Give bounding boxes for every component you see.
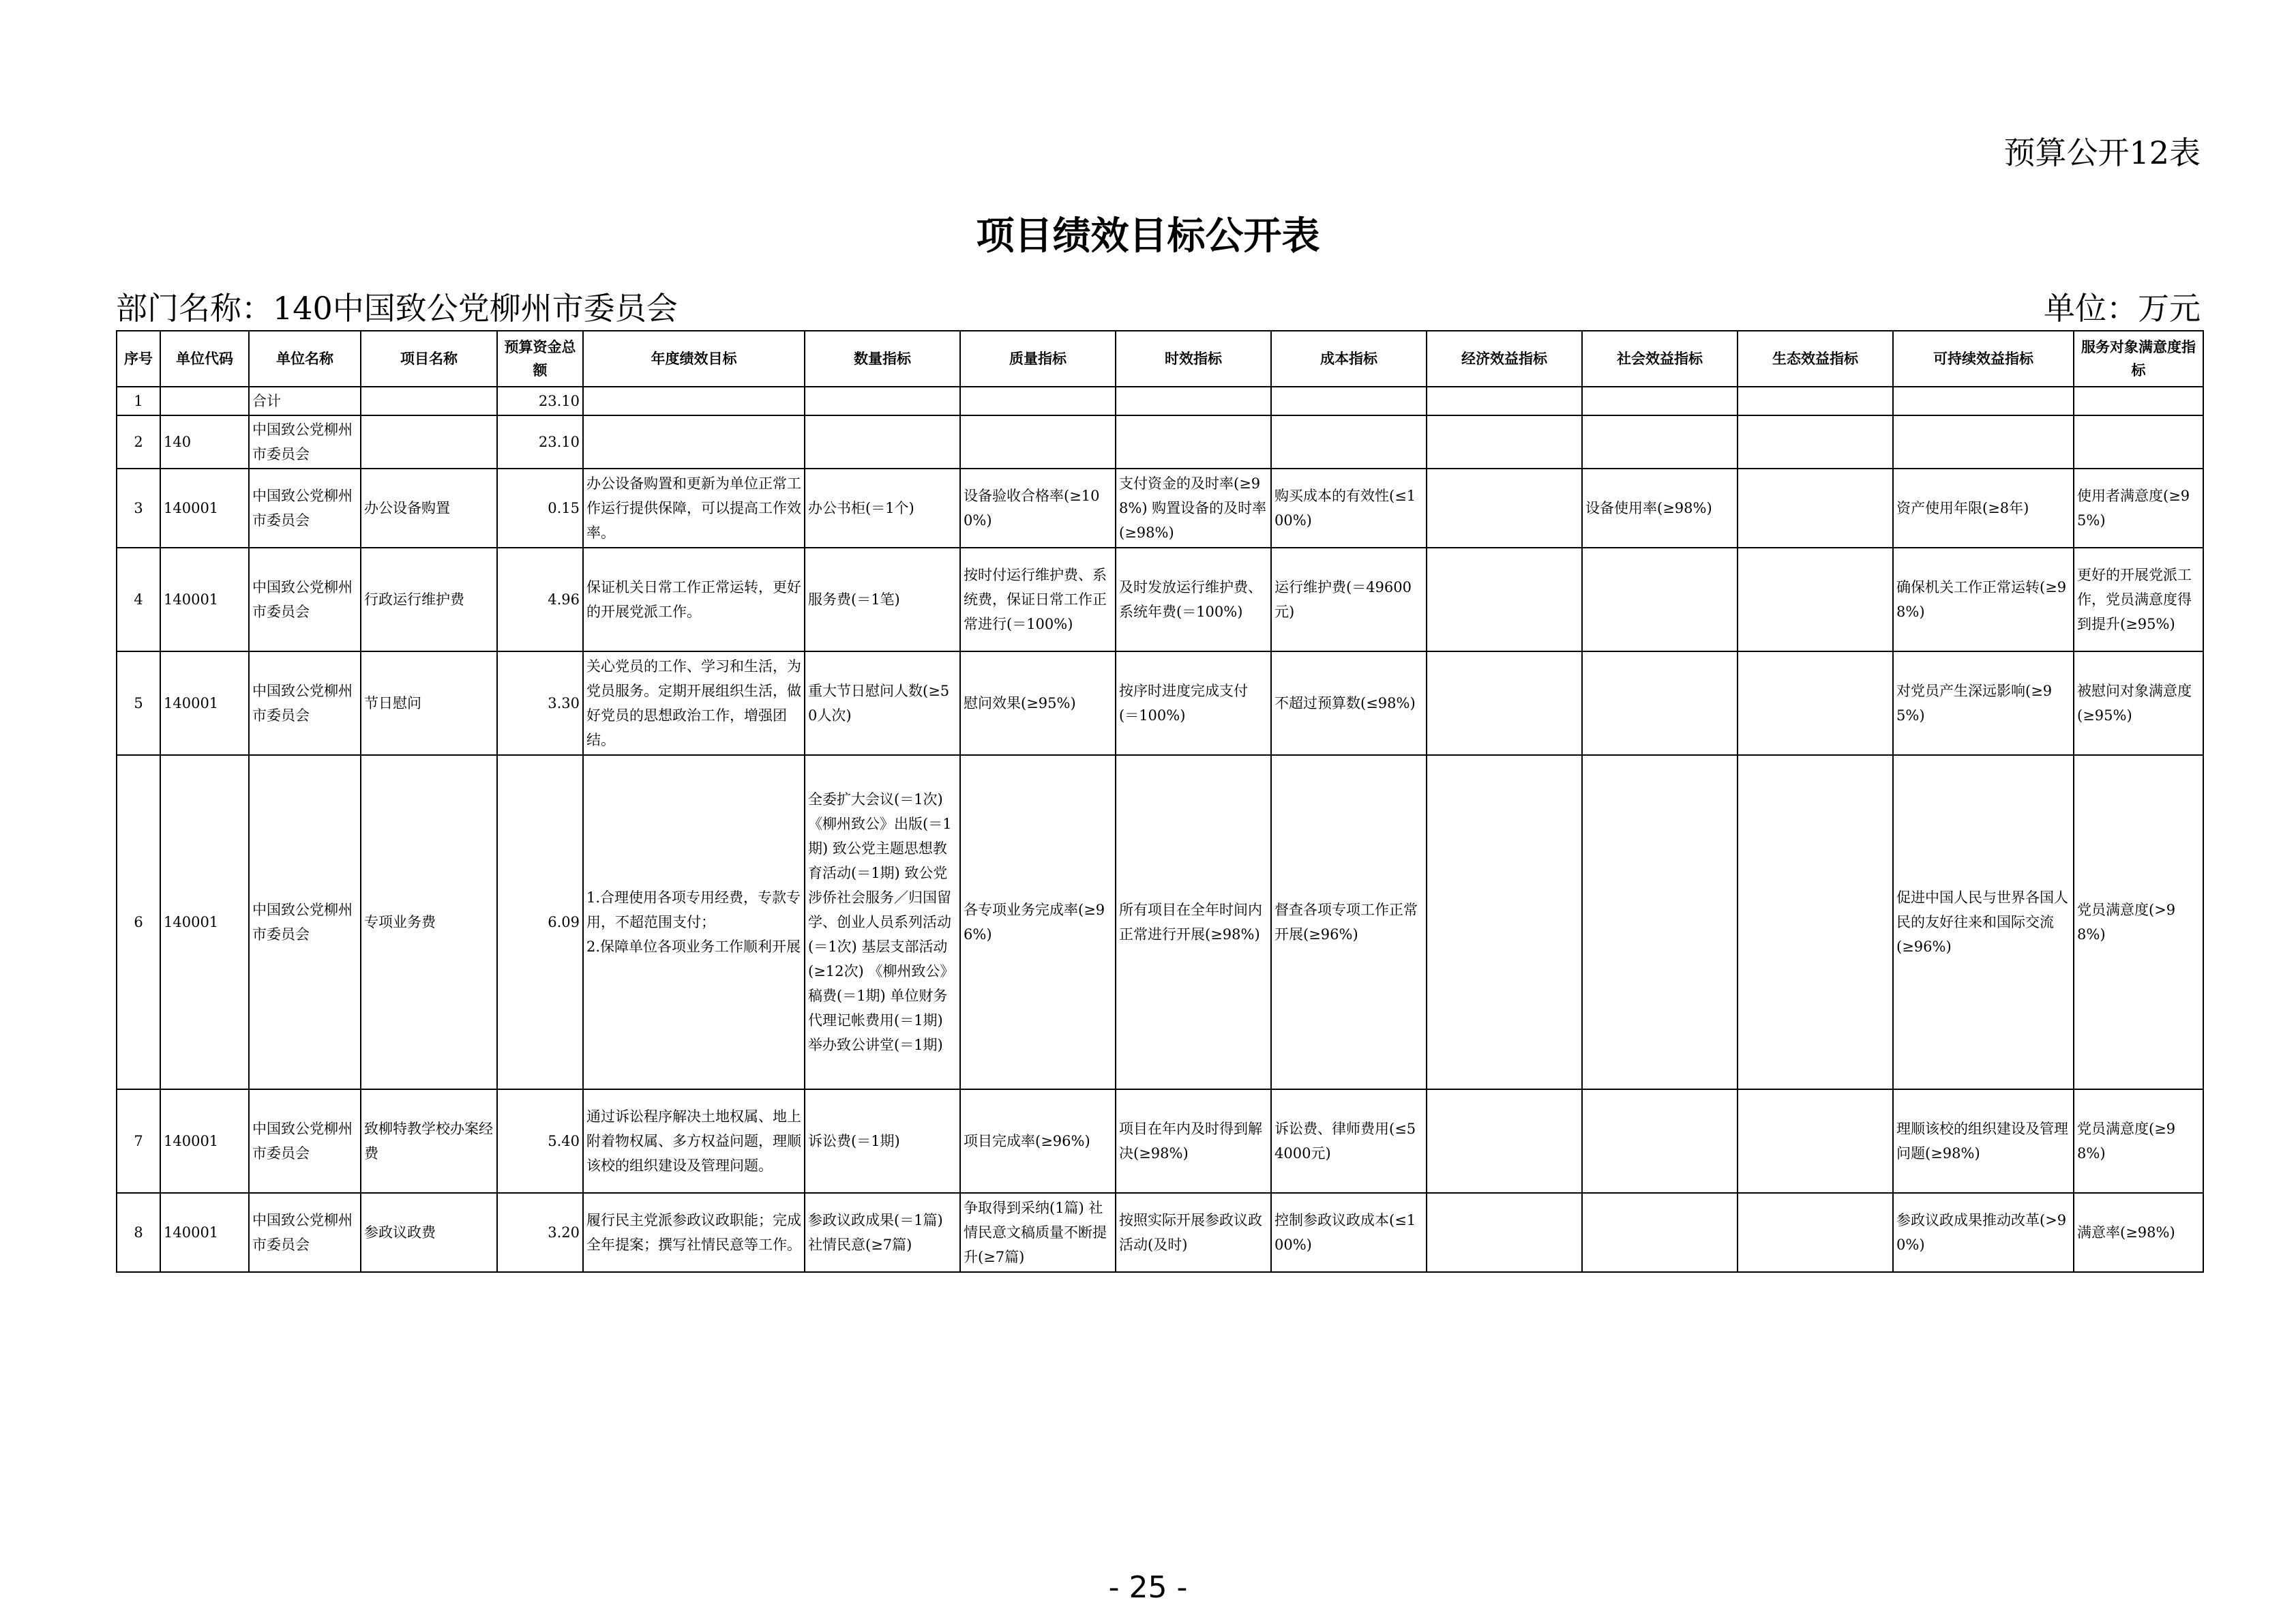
cell-social: 设备使用率(≥98%) bbox=[1582, 469, 1738, 548]
cell-social bbox=[1582, 651, 1738, 755]
header-cost-indicator: 成本指标 bbox=[1271, 331, 1427, 387]
cell-seq: 7 bbox=[117, 1089, 160, 1193]
cell-unit-code: 140001 bbox=[160, 755, 249, 1089]
cell-cost bbox=[1271, 415, 1427, 469]
performance-table bbox=[116, 330, 2204, 1273]
cell-economic bbox=[1427, 1089, 1582, 1193]
cell-quality: 各专项业务完成率(≥96%) bbox=[960, 755, 1116, 1089]
header-budget-total: 预算资金总额 bbox=[497, 331, 583, 387]
cell-project-name bbox=[361, 387, 497, 415]
cell-project-name: 致柳特教学校办案经费 bbox=[361, 1089, 497, 1193]
cell-quality: 争取得到采纳(1篇) 社情民意文稿质量不断提升(≥7篇) bbox=[960, 1193, 1116, 1272]
cell-economic bbox=[1427, 415, 1582, 469]
cell-ecological bbox=[1738, 755, 1893, 1089]
cell-quantity bbox=[805, 415, 960, 469]
table-header-row bbox=[117, 331, 2203, 387]
cell-timeliness: 所有项目在全年时间内正常进行开展(≥98%) bbox=[1116, 755, 1271, 1089]
cell-quality: 慰问效果(≥95%) bbox=[960, 651, 1116, 755]
cell-timeliness: 支付资金的及时率(≥98%) 购置设备的及时率(≥98%) bbox=[1116, 469, 1271, 548]
cell-budget: 4.96 bbox=[497, 548, 583, 651]
cell-social bbox=[1582, 1089, 1738, 1193]
cell-timeliness: 项目在年内及时得到解决(≥98%) bbox=[1116, 1089, 1271, 1193]
cell-unit-name: 中国致公党柳州市委员会 bbox=[249, 1193, 361, 1272]
cell-quality: 设备验收合格率(≥100%) bbox=[960, 469, 1116, 548]
cell-cost: 运行维护费(＝49600元) bbox=[1271, 548, 1427, 651]
cell-timeliness: 按序时进度完成支付(＝100%) bbox=[1116, 651, 1271, 755]
cell-project-name: 专项业务费 bbox=[361, 755, 497, 1089]
cell-annual-goal: 履行民主党派参政议政职能；完成全年提案；撰写社情民意等工作。 bbox=[583, 1193, 805, 1272]
cell-annual-goal bbox=[583, 387, 805, 415]
table-row bbox=[117, 1193, 2203, 1272]
header-quality-indicator: 质量指标 bbox=[960, 331, 1116, 387]
cell-annual-goal: 保证机关日常工作正常运转，更好的开展党派工作。 bbox=[583, 548, 805, 651]
cell-quantity bbox=[805, 387, 960, 415]
cell-unit-code: 140001 bbox=[160, 1193, 249, 1272]
cell-quality bbox=[960, 387, 1116, 415]
table-row bbox=[117, 415, 2203, 469]
cell-project-name bbox=[361, 415, 497, 469]
cell-budget: 5.40 bbox=[497, 1089, 583, 1193]
cell-quantity: 诉讼费(＝1期) bbox=[805, 1089, 960, 1193]
table-row bbox=[117, 469, 2203, 548]
cell-sustainable: 理顺该校的组织建设及管理问题(≥98%) bbox=[1893, 1089, 2074, 1193]
cell-quantity: 办公书柜(＝1个) bbox=[805, 469, 960, 548]
cell-cost: 诉讼费、律师费用(≤54000元) bbox=[1271, 1089, 1427, 1193]
cell-quality: 按时付运行维护费、系统费，保证日常工作正常进行(＝100%) bbox=[960, 548, 1116, 651]
cell-seq: 4 bbox=[117, 548, 160, 651]
cell-unit-name: 中国致公党柳州市委员会 bbox=[249, 469, 361, 548]
cell-satisfaction: 党员满意度(>98%) bbox=[2074, 755, 2203, 1089]
header-unit-name: 单位名称 bbox=[249, 331, 361, 387]
currency-unit: 单位：万元 bbox=[2044, 290, 2201, 327]
cell-economic bbox=[1427, 469, 1582, 548]
cell-satisfaction: 满意率(≥98%) bbox=[2074, 1193, 2203, 1272]
table-row bbox=[117, 651, 2203, 755]
page-number: - 25 - bbox=[1108, 1570, 1188, 1605]
cell-cost: 购买成本的有效性(≤100%) bbox=[1271, 469, 1427, 548]
cell-sustainable: 对党员产生深远影响(≥95%) bbox=[1893, 651, 2074, 755]
cell-satisfaction: 被慰问对象满意度(≥95%) bbox=[2074, 651, 2203, 755]
cell-sustainable bbox=[1893, 387, 2074, 415]
cell-economic bbox=[1427, 651, 1582, 755]
cell-annual-goal: 关心党员的工作、学习和生活，为党员服务。定期开展组织生活，做好党员的思想政治工作，增强团结。 bbox=[583, 651, 805, 755]
cell-unit-name: 合计 bbox=[249, 387, 361, 415]
cell-sustainable bbox=[1893, 415, 2074, 469]
cell-seq: 1 bbox=[117, 387, 160, 415]
cell-unit-code: 140 bbox=[160, 415, 249, 469]
cell-ecological bbox=[1738, 1193, 1893, 1272]
cell-timeliness bbox=[1116, 415, 1271, 469]
cell-cost: 控制参政议政成本(≤100%) bbox=[1271, 1193, 1427, 1272]
cell-budget: 23.10 bbox=[497, 387, 583, 415]
header-timeliness-indicator: 时效指标 bbox=[1116, 331, 1271, 387]
cell-budget: 6.09 bbox=[497, 755, 583, 1089]
cell-sustainable: 资产使用年限(≥8年) bbox=[1893, 469, 2074, 548]
cell-sustainable: 确保机关工作正常运转(≥98%) bbox=[1893, 548, 2074, 651]
header-unit-code: 单位代码 bbox=[160, 331, 249, 387]
department-name: 部门名称：140中国致公党柳州市委员会 bbox=[116, 290, 678, 327]
cell-annual-goal: 1.合理使用各项专用经费，专款专用，不超范围支付； 2.保障单位各项业务工作顺利开展 bbox=[583, 755, 805, 1089]
cell-cost bbox=[1271, 387, 1427, 415]
cell-sustainable: 参政议政成果推动改革(>90%) bbox=[1893, 1193, 2074, 1272]
cell-economic bbox=[1427, 387, 1582, 415]
cell-unit-name: 中国致公党柳州市委员会 bbox=[249, 415, 361, 469]
cell-unit-code: 140001 bbox=[160, 469, 249, 548]
cell-cost: 督查各项专项工作正常开展(≥96%) bbox=[1271, 755, 1427, 1089]
cell-quantity: 全委扩大会议(＝1次) 《柳州致公》出版(＝1期) 致公党主题思想教育活动(＝1期) 致公党涉侨社会服务／归国留学、创业人员系列活动(＝1次) 基层支部活动(≥12次) 《柳州致公》稿费(＝1期) 单位财务代理记帐费用(＝1期) 举办致公讲堂(＝1期) bbox=[805, 755, 960, 1089]
header-project-name: 项目名称 bbox=[361, 331, 497, 387]
cell-social bbox=[1582, 1193, 1738, 1272]
cell-seq: 6 bbox=[117, 755, 160, 1089]
cell-project-name: 办公设备购置 bbox=[361, 469, 497, 548]
cell-ecological bbox=[1738, 548, 1893, 651]
cell-satisfaction bbox=[2074, 387, 2203, 415]
cell-quantity: 服务费(＝1笔) bbox=[805, 548, 960, 651]
cell-economic bbox=[1427, 1193, 1582, 1272]
cell-timeliness: 及时发放运行维护费、系统年费(＝100%) bbox=[1116, 548, 1271, 651]
cell-quantity: 重大节日慰问人数(≥50人次) bbox=[805, 651, 960, 755]
cell-ecological bbox=[1738, 387, 1893, 415]
cell-ecological bbox=[1738, 651, 1893, 755]
cell-unit-name: 中国致公党柳州市委员会 bbox=[249, 755, 361, 1089]
table-row bbox=[117, 755, 2203, 1089]
header-satisfaction-indicator: 服务对象满意度指标 bbox=[2074, 331, 2203, 387]
cell-unit-name: 中国致公党柳州市委员会 bbox=[249, 1089, 361, 1193]
cell-timeliness bbox=[1116, 387, 1271, 415]
header-social-indicator: 社会效益指标 bbox=[1582, 331, 1738, 387]
cell-project-name: 节日慰问 bbox=[361, 651, 497, 755]
form-number: 预算公开12表 bbox=[2003, 134, 2201, 171]
cell-quantity: 参政议政成果(＝1篇) 社情民意(≥7篇) bbox=[805, 1193, 960, 1272]
cell-annual-goal: 办公设备购置和更新为单位正常工作运行提供保障，可以提高工作效率。 bbox=[583, 469, 805, 548]
page-title: 项目绩效目标公开表 bbox=[976, 214, 1320, 259]
cell-unit-name: 中国致公党柳州市委员会 bbox=[249, 651, 361, 755]
cell-quality bbox=[960, 415, 1116, 469]
cell-unit-code: 140001 bbox=[160, 651, 249, 755]
cell-ecological bbox=[1738, 1089, 1893, 1193]
cell-unit-code: 140001 bbox=[160, 548, 249, 651]
cell-cost: 不超过预算数(≤98%) bbox=[1271, 651, 1427, 755]
cell-unit-code bbox=[160, 387, 249, 415]
cell-ecological bbox=[1738, 469, 1893, 548]
header-seq: 序号 bbox=[117, 331, 160, 387]
cell-quality: 项目完成率(≥96%) bbox=[960, 1089, 1116, 1193]
cell-project-name: 参政议政费 bbox=[361, 1193, 497, 1272]
cell-budget: 0.15 bbox=[497, 469, 583, 548]
header-economic-indicator: 经济效益指标 bbox=[1427, 331, 1582, 387]
cell-social bbox=[1582, 387, 1738, 415]
cell-seq: 2 bbox=[117, 415, 160, 469]
cell-unit-code: 140001 bbox=[160, 1089, 249, 1193]
header-quantity-indicator: 数量指标 bbox=[805, 331, 960, 387]
cell-social bbox=[1582, 755, 1738, 1089]
cell-budget: 23.10 bbox=[497, 415, 583, 469]
table-row bbox=[117, 548, 2203, 651]
cell-sustainable: 促进中国人民与世界各国人民的友好往来和国际交流(≥96%) bbox=[1893, 755, 2074, 1089]
cell-seq: 5 bbox=[117, 651, 160, 755]
cell-social bbox=[1582, 415, 1738, 469]
table-row bbox=[117, 387, 2203, 415]
cell-seq: 3 bbox=[117, 469, 160, 548]
cell-seq: 8 bbox=[117, 1193, 160, 1272]
cell-economic bbox=[1427, 548, 1582, 651]
cell-satisfaction: 更好的开展党派工作，党员满意度得到提升(≥95%) bbox=[2074, 548, 2203, 651]
cell-satisfaction: 使用者满意度(≥95%) bbox=[2074, 469, 2203, 548]
table-row bbox=[117, 1089, 2203, 1193]
header-annual-goal: 年度绩效目标 bbox=[583, 331, 805, 387]
cell-unit-name: 中国致公党柳州市委员会 bbox=[249, 548, 361, 651]
header-ecological-indicator: 生态效益指标 bbox=[1738, 331, 1893, 387]
cell-annual-goal: 通过诉讼程序解决土地权属、地上附着物权属、多方权益问题，理顺该校的组织建设及管理问题。 bbox=[583, 1089, 805, 1193]
cell-timeliness: 按照实际开展参政议政活动(及时) bbox=[1116, 1193, 1271, 1272]
header-sustainable-indicator: 可持续效益指标 bbox=[1893, 331, 2074, 387]
cell-economic bbox=[1427, 755, 1582, 1089]
cell-budget: 3.20 bbox=[497, 1193, 583, 1272]
cell-satisfaction bbox=[2074, 415, 2203, 469]
cell-project-name: 行政运行维护费 bbox=[361, 548, 497, 651]
cell-ecological bbox=[1738, 415, 1893, 469]
cell-annual-goal bbox=[583, 415, 805, 469]
cell-budget: 3.30 bbox=[497, 651, 583, 755]
cell-satisfaction: 党员满意度(≥98%) bbox=[2074, 1089, 2203, 1193]
cell-social bbox=[1582, 548, 1738, 651]
